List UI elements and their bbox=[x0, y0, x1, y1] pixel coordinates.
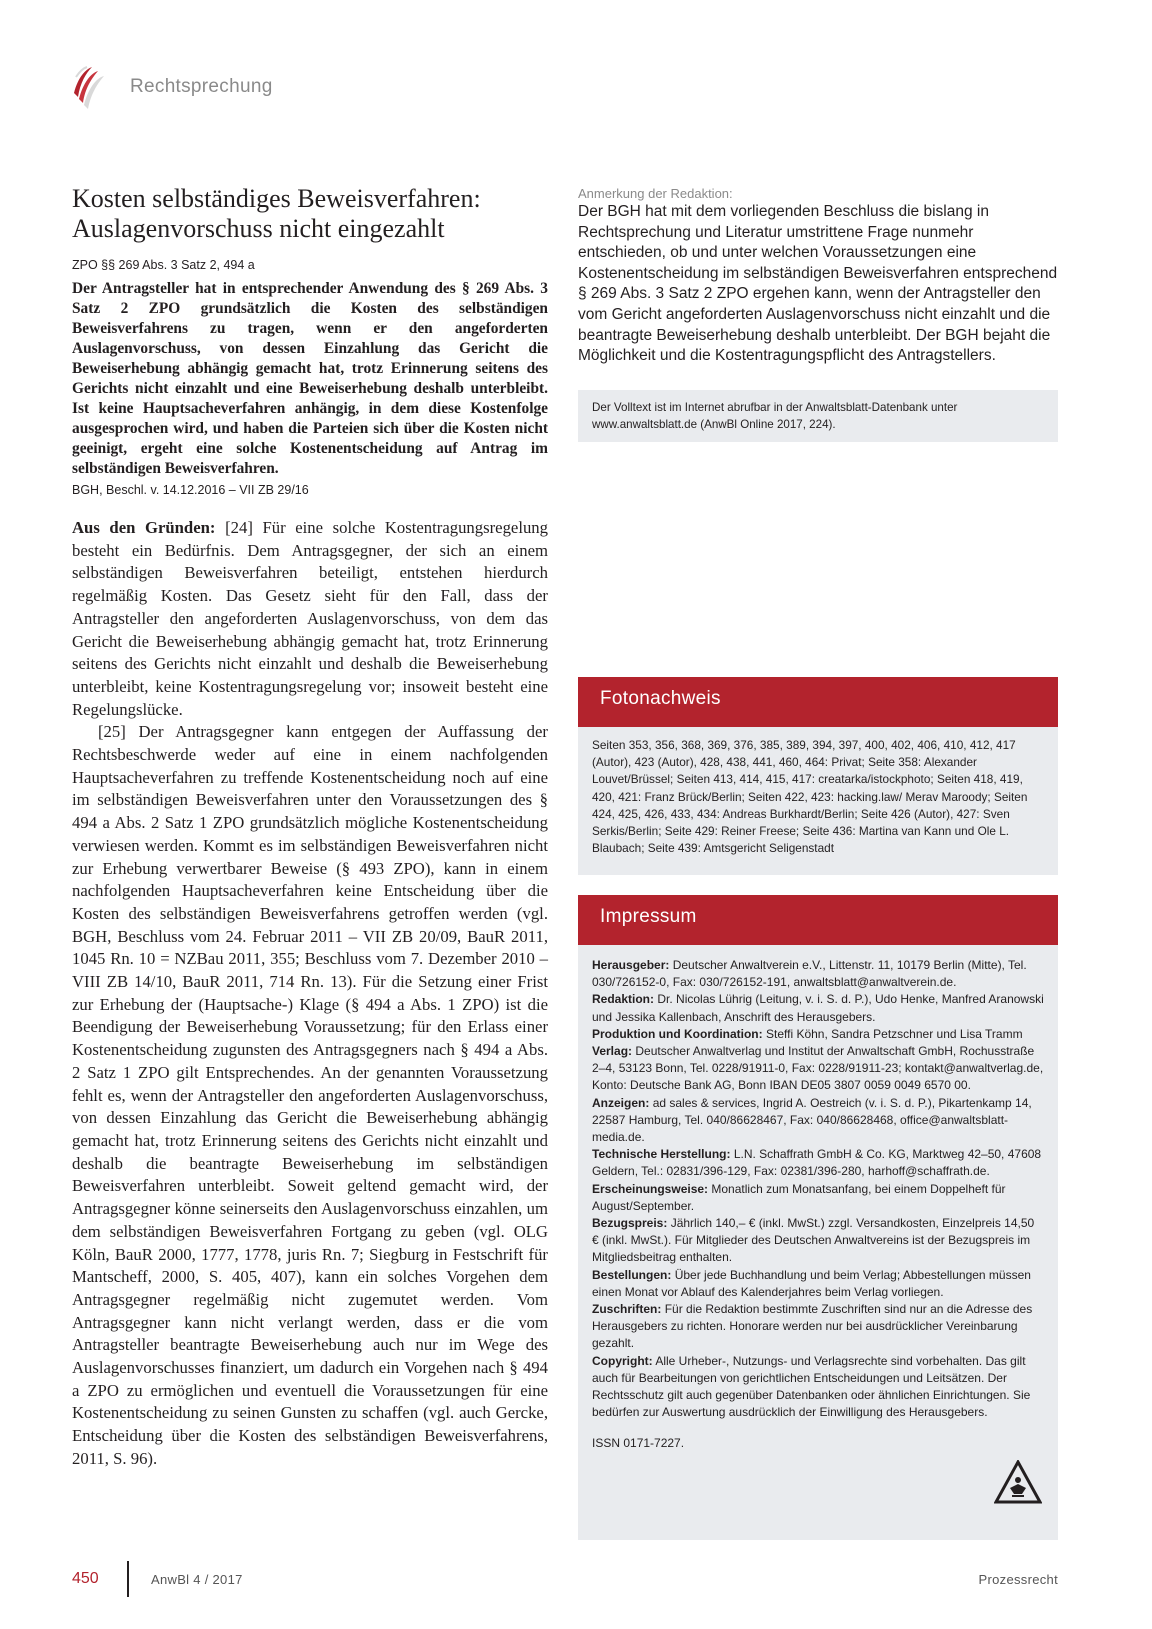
footer-divider bbox=[127, 1561, 129, 1597]
impressum-label: Bezugspreis: bbox=[592, 1216, 668, 1231]
impressum-text: Alle Urheber-, Nutzungs- und Verlagsrechte sind vorbehalten. Das gilt auch für Bearbeitungen von gerichtlichen Entscheidungen und Leitsätzen. Der Rechtsschutz gilt auch gegenüber Datenbanken oder ähnlichen Einrichtungen. Sie bedürfen zur Auswertung ausdrücklich der Einwilligung des Herausgebers. bbox=[592, 1353, 1031, 1420]
impressum-entry bbox=[592, 1146, 1044, 1180]
body-paragraph-25: [25] Der Antragsgegner kann entgegen der Auffassung der Rechtsbeschwerde weder auf eine in einem nachfolgenden Hauptsacheverfahren zu treffende Kostenentscheidung noch auf eine im selbständigen Beweisverfahren unter den Voraussetzungen des § 494 a Abs. 2 Satz 1 ZPO grundsätzlich mögliche Kostenentscheidung verwiesen werden. Kommt es im selbständigen Beweisverfahren nicht zur Erhebung verwertbarer Beweise (§ 493 ZPO), kann in einem nachfolgenden Hauptsacheverfahren keine Entscheidung über die Kosten des selbständigen Beweisverfahrens getroffen werden (vgl. BGH, Beschluss vom 24. Februar 2011 – VII ZB 20/09, BauR 2011, 1045 Rn. 10 = NZBau 2011, 355; Beschluss vom 7. Dezember 2010 – VIII ZB 14/10, BauR 2011, 714 Rn. 13). Für die Setzung einer Frist zur Erhebung der (Hauptsache-) Klage (§ 494 a Abs. 1 ZPO) ist die Beendigung der Beweiserhebung Voraussetzung; für den Erlass einer Kostenentscheidung zugunsten des Antragsgegners nach § 494 a Abs. 2 Satz 1 ZPO gilt Entsprechendes. An der genannten Voraussetzung fehlt es, wenn der Antragsteller den angeforderten Auslagenvorschuss, von dessen Einzahlung das Gericht die Beweiserhebung abhängig gemacht hat, trotz Erinnerung seitens des Gerichts nicht einzahlt und deshalb die beantragte Beweiserhebung im selbständigen Beweisverfahren unterbleibt. Soweit geltend gemacht wird, der Antragsgegner könne seinerseits den Auslagenvorschuss einzahlen, um dem selbständigen Beweisverfahren Fortgang zu geben (vgl. OLG Köln, BauR 2000, 1777, 1778, juris Rn. 7; Siegburg in Festschrift für Mantscheff, 2000, S. 405, 407), kann ein solches Vorgehen dem Antragsgegner regelmäßig nicht zugemutet werden. Vom Antragsgegner kann nicht verlangt werden, dass er die vom Antragsteller beantragte Beweiserhebung auch nur im Wege des Auslagenvorschusses finanziert, um dadurch ein Vorgehen nach § 494 a ZPO zu ermöglichen und eventuell die Voraussetzungen für eine Kostenentscheidung zu seinen Gunsten zu schaffen (vgl. auch Gercke, Entscheidung über die Kosten des selbständigen Beweisverfahrens, 2011, S. 96). bbox=[72, 722, 548, 1468]
impressum-entry bbox=[592, 1301, 1044, 1353]
fulltext-link[interactable]: www.anwaltsblatt.de (AnwBl Online 2017, 224). bbox=[592, 418, 836, 431]
law-reference: ZPO §§ 269 Abs. 3 Satz 2, 494 a bbox=[72, 258, 255, 272]
editorial-note-heading: Anmerkung der Redaktion: bbox=[578, 186, 733, 201]
fulltext-line1: Der Volltext ist im Internet abrufbar in der Anwaltsblatt-Datenbank unter bbox=[592, 401, 958, 414]
lead-in: Aus den Gründen: bbox=[72, 518, 216, 537]
editorial-note bbox=[578, 186, 1058, 367]
impressum-text: L.N. Schaffrath GmbH & Co. KG, Marktweg 42–50, 47608 Geldern, Tel.: 02831/396-129, Fax: 02381/396-280, harhoff@schaffrath.de. bbox=[592, 1147, 1042, 1179]
fotonachweis-heading: Fotonachweis bbox=[578, 677, 1058, 727]
impressum-text: Über jede Buchhandlung und beim Verlag; Abbestellungen müssen einen Monat vor Ablauf des Kalenderjahres beim Verlag vorliegen. bbox=[592, 1267, 1031, 1299]
impressum-label: Produktion und Koordination: bbox=[592, 1026, 763, 1041]
section-label: Rechtsprechung bbox=[130, 76, 273, 97]
body-paragraph-24 bbox=[72, 517, 548, 721]
impressum-text: Monatlich zum Monatsanfang, bei einem Doppelheft für August/September. bbox=[592, 1181, 1006, 1213]
impressum-label: Herausgeber: bbox=[592, 958, 670, 972]
impressum-text: Dr. Nicolas Lührig (Leitung, v. i. S. d. P.), Udo Henke, Manfred Aranowski und Jessika Kallenbach, Anschrift des Herausgebers. bbox=[592, 992, 1044, 1024]
impressum-heading: Impressum bbox=[578, 895, 1058, 945]
paragraph-24-text: [24] Für eine solche Kostentragungsregelung besteht ein Bedürfnis. Dem Antragsgegner, der sich an einem selbständigen Beweisverfahren beteiligt, entstehen hierdurch regelmäßig Kosten. Das Gesetz sieht für den Fall, dass der Antragsteller den angeforderten Auslagenvorschuss, von dem das Gericht die Beweiserhebung abhängig gemacht hat, trotz Erinnerung seitens des Gerichts nicht einzahlt und deshalb die Beweiserhebung unterbleibt, keine Kostentragungsregelung vor; insoweit besteht eine Regelungslücke. bbox=[72, 518, 548, 719]
page-number: 450 bbox=[72, 1570, 99, 1587]
impressum-text: Jährlich 140,– € (inkl. MwSt.) zzgl. Versandkosten, Einzelpreis 14,50 € (inkl. MwSt.). Für Mitglieder des Deutschen Anwaltvereins ist der Bezugspreis im Mitgliedsbeitrag enthalten. bbox=[592, 1216, 1035, 1265]
fulltext-info-box bbox=[578, 390, 1058, 442]
impressum-label: Redaktion: bbox=[592, 992, 655, 1007]
impressum-label: Zuschriften: bbox=[592, 1302, 662, 1317]
impressum-entry bbox=[592, 1043, 1044, 1095]
impressum-text: ad sales & services, Ingrid A. Oestreich (v. i. S. d. P.), Pikartenkamp 14, 22587 Hamburg, Tel. 040/86628467, Fax: 040/86628468, office@anwaltsblatt-media.de. bbox=[592, 1095, 1032, 1145]
journal-reference: AnwBl 4 / 2017 bbox=[151, 1572, 243, 1587]
impressum-box bbox=[578, 945, 1058, 1540]
impressum-label: Copyright: bbox=[592, 1353, 653, 1368]
impressum-label: Technische Herstellung: bbox=[592, 1147, 731, 1162]
impressum-entry bbox=[592, 1267, 1044, 1301]
impressum-entry bbox=[592, 1095, 1044, 1147]
impressum-entry bbox=[592, 991, 1044, 1025]
editorial-note-text: Der BGH hat mit dem vorliegenden Beschluss die bislang in Rechtsprechung und Literatur umstrittene Frage nunmehr entschieden, ob und unter welchen Voraussetzungen eine Kostenentscheidung im selbständigen Beweisverfahren entsprechend § 269 Abs. 3 Satz 2 ZPO ergehen kann, wenn der Antragsteller den vom Gericht angeforderten Auslagenvorschuss nicht einzahlt und die beantragte Beweiserhebung deshalb unterbleibt. Der BGH bejaht die Möglichkeit und die Kostentragungspflicht des Antragstellers. bbox=[578, 203, 1058, 365]
anwaltsblatt-logo-icon bbox=[70, 63, 106, 111]
impressum-text: Deutscher Anwaltverein e.V., Littenstr. 11, 10179 Berlin (Mitte), Tel. 030/726152-0, Fax: 030/726152-191, anwaltsblatt@anwaltverein.de. bbox=[592, 958, 1027, 990]
impressum-label: Verlag: bbox=[592, 1044, 633, 1059]
impressum-entry bbox=[592, 1026, 1044, 1043]
impressum-text: Steffi Köhn, Sandra Petzschner und Lisa Tramm bbox=[765, 1026, 1023, 1041]
impressum-entry bbox=[592, 1181, 1044, 1215]
impressum-label: Anzeigen: bbox=[592, 1095, 650, 1110]
impressum-entry bbox=[592, 957, 1044, 991]
impressum-label: Erscheinungsweise: bbox=[592, 1181, 709, 1196]
impressum-entry bbox=[592, 1353, 1044, 1422]
recycling-certification-icon bbox=[994, 1460, 1042, 1504]
issn: ISSN 0171-7227. bbox=[592, 1436, 685, 1451]
headnote: Der Antragsteller hat in entsprechender Anwendung des § 269 Abs. 3 Satz 2 ZPO grundsätzlich die Kosten des selbständigen Beweisverfahrens zu tragen, wenn er den angeforderten Auslagenvorschuss, von dessen Einzahlung das Gericht die Beweiserhebung abhängig gemacht hat, trotz Erinnerung seitens des Gerichts nicht einzahlt und eine Beweiserhebung deshalb unterbleibt. Ist keine Hauptsacheverfahren anhängig, in dem diese Kostenfolge ausgesprochen wird, und haben die Parteien sich über die Kosten nicht geeinigt, ergeht eine solche Kostenentscheidung auf Antrag im selbständigen Beweisverfahren. bbox=[72, 280, 548, 477]
fotonachweis-box bbox=[578, 727, 1058, 875]
fotonachweis-text: Seiten 353, 356, 368, 369, 376, 385, 389, 394, 397, 400, 402, 406, 410, 412, 417 (Autor), 423 (Autor), 428, 438, 441, 460, 464: Privat; Seite 358: Alexander Louvet/Brüssel; Seiten 413, 414, 415, 417: creatarka/istockphoto; Seiten 418, 419, 420, 421: Franz Brück/Berlin; Seiten 422, 423: hacking.law/ Merav Maroody; Seiten 424, 425, 426, 433, 434: Andreas Burkhardt/Berlin; Seite 426 (Autor), 427: Sven Serkis/Berlin; Seite 429: Reiner Freese; Seite 436: Martina van Kann und Ole L. Blaubach; Seite 439: Amtsgericht Seligenstadt bbox=[592, 738, 1028, 856]
article-column bbox=[72, 184, 548, 1471]
impressum-entry bbox=[592, 1215, 1044, 1267]
impressum-text: Deutscher Anwaltverlag und Institut der Anwaltschaft GmbH, Rochusstraße 2–4, 53123 Bonn, Tel. 0228/91911-0, Fax: 0228/91911-23; kontakt@anwaltverlag.de, Konto: Deutsche Bank AG, Bonn IBAN DE05 3807 0059 0049 6570 00. bbox=[592, 1044, 1044, 1093]
impressum-text: Für die Redaktion bestimmte Zuschriften sind nur an die Adresse des Herausgebers zu richten. Honorare werden nur bei ausdrücklicher Vereinbarung gezahlt. bbox=[592, 1302, 1033, 1351]
article-title-line2: Auslagenvorschuss nicht eingezahlt bbox=[72, 214, 445, 243]
court-citation: BGH, Beschl. v. 14.12.2016 – VII ZB 29/16 bbox=[72, 483, 309, 497]
footer-section-label: Prozessrecht bbox=[978, 1572, 1058, 1587]
article-title-line1: Kosten selbständiges Beweisverfahren: bbox=[72, 184, 481, 213]
article-title bbox=[72, 184, 548, 244]
impressum-label: Bestellungen: bbox=[592, 1267, 672, 1282]
